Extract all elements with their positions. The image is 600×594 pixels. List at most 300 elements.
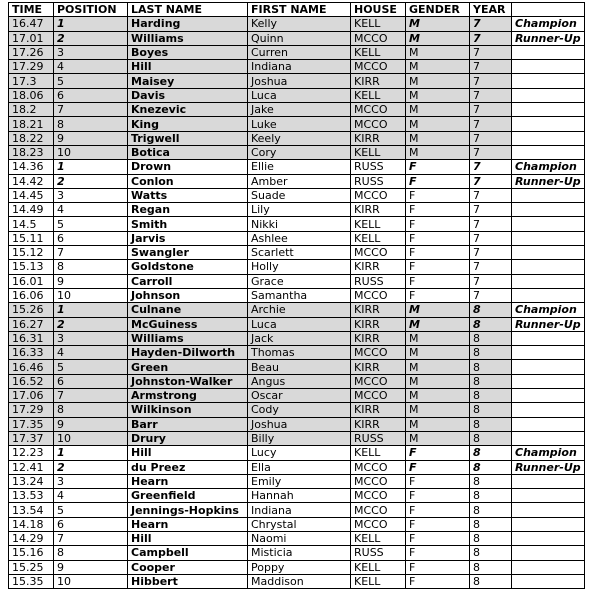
- cell-gender: F: [406, 474, 470, 488]
- cell-gender: M: [406, 74, 470, 88]
- cell-first-name: Lucy: [248, 446, 351, 460]
- cell-year: 8: [470, 531, 512, 545]
- cell-time: 17.06: [9, 389, 54, 403]
- cell-position: 9: [54, 417, 128, 431]
- cell-house: MCCO: [351, 103, 406, 117]
- cell-time: 18.2: [9, 103, 54, 117]
- cell-award: [512, 331, 585, 345]
- results-sheet: [8, 2, 585, 589]
- cell-last-name: Culnane: [128, 303, 248, 317]
- header-row: [9, 3, 585, 17]
- table-row: [9, 60, 585, 74]
- cell-award: Runner-Up: [512, 31, 585, 45]
- cell-year: 7: [470, 217, 512, 231]
- cell-house: KIRR: [351, 317, 406, 331]
- cell-award: [512, 288, 585, 302]
- cell-house: RUSS: [351, 274, 406, 288]
- cell-time: 13.53: [9, 489, 54, 503]
- table-row: [9, 117, 585, 131]
- cell-last-name: Davis: [128, 88, 248, 102]
- cell-last-name: King: [128, 117, 248, 131]
- cell-year: 7: [470, 60, 512, 74]
- cell-year: 7: [470, 45, 512, 59]
- cell-first-name: Cory: [248, 145, 351, 159]
- cell-time: 14.18: [9, 517, 54, 531]
- cell-year: 8: [470, 303, 512, 317]
- cell-time: 14.42: [9, 174, 54, 188]
- cell-time: 13.54: [9, 503, 54, 517]
- cell-house: KELL: [351, 574, 406, 588]
- cell-time: 15.12: [9, 246, 54, 260]
- cell-award: [512, 403, 585, 417]
- cell-house: KIRR: [351, 403, 406, 417]
- cell-house: KELL: [351, 446, 406, 460]
- cell-house: MCCO: [351, 389, 406, 403]
- cell-gender: M: [406, 303, 470, 317]
- cell-last-name: Jarvis: [128, 231, 248, 245]
- table-row: [9, 474, 585, 488]
- cell-position: 6: [54, 517, 128, 531]
- cell-house: MCCO: [351, 288, 406, 302]
- cell-gender: M: [406, 331, 470, 345]
- cell-position: 3: [54, 45, 128, 59]
- cell-year: 8: [470, 503, 512, 517]
- cell-year: 8: [470, 474, 512, 488]
- cell-gender: F: [406, 460, 470, 474]
- cell-position: 7: [54, 246, 128, 260]
- cell-time: 15.26: [9, 303, 54, 317]
- cell-year: 8: [470, 331, 512, 345]
- cell-gender: F: [406, 446, 470, 460]
- cell-last-name: Carroll: [128, 274, 248, 288]
- cell-gender: M: [406, 317, 470, 331]
- cell-gender: M: [406, 117, 470, 131]
- cell-time: 16.06: [9, 288, 54, 302]
- cell-time: 15.16: [9, 546, 54, 560]
- cell-position: 9: [54, 131, 128, 145]
- cell-year: 8: [470, 446, 512, 460]
- cell-last-name: Watts: [128, 188, 248, 202]
- table-row: [9, 231, 585, 245]
- cell-gender: M: [406, 360, 470, 374]
- cell-position: 4: [54, 489, 128, 503]
- header-year: YEAR: [470, 3, 512, 17]
- cell-gender: M: [406, 374, 470, 388]
- cell-time: 13.24: [9, 474, 54, 488]
- cell-award: [512, 217, 585, 231]
- cell-first-name: Grace: [248, 274, 351, 288]
- cell-last-name: Boyes: [128, 45, 248, 59]
- cell-award: [512, 417, 585, 431]
- cell-position: 7: [54, 389, 128, 403]
- cell-first-name: Joshua: [248, 417, 351, 431]
- cell-first-name: Hannah: [248, 489, 351, 503]
- cell-first-name: Curren: [248, 45, 351, 59]
- header-gender: GENDER: [406, 3, 470, 17]
- cell-house: RUSS: [351, 160, 406, 174]
- table-row: [9, 160, 585, 174]
- cell-last-name: Greenfield: [128, 489, 248, 503]
- cell-award: [512, 60, 585, 74]
- cell-first-name: Kelly: [248, 17, 351, 31]
- cell-time: 16.31: [9, 331, 54, 345]
- table-row: [9, 260, 585, 274]
- cell-first-name: Archie: [248, 303, 351, 317]
- cell-award: Runner-Up: [512, 317, 585, 331]
- cell-gender: F: [406, 160, 470, 174]
- cell-last-name: Jennings-Hopkins: [128, 503, 248, 517]
- cell-position: 8: [54, 403, 128, 417]
- cell-first-name: Amber: [248, 174, 351, 188]
- cell-first-name: Jake: [248, 103, 351, 117]
- cell-time: 14.36: [9, 160, 54, 174]
- cell-first-name: Naomi: [248, 531, 351, 545]
- cell-position: 2: [54, 31, 128, 45]
- cell-gender: F: [406, 489, 470, 503]
- cell-year: 8: [470, 517, 512, 531]
- cell-position: 3: [54, 188, 128, 202]
- cell-house: KIRR: [351, 360, 406, 374]
- cell-gender: M: [406, 389, 470, 403]
- cell-award: [512, 145, 585, 159]
- cell-last-name: Regan: [128, 203, 248, 217]
- cell-gender: F: [406, 260, 470, 274]
- cell-position: 6: [54, 231, 128, 245]
- header-first-name: FIRST NAME: [248, 3, 351, 17]
- cell-award: Champion: [512, 303, 585, 317]
- cell-last-name: Barr: [128, 417, 248, 431]
- cell-position: 5: [54, 503, 128, 517]
- cell-time: 18.21: [9, 117, 54, 131]
- cell-award: [512, 103, 585, 117]
- cell-first-name: Keely: [248, 131, 351, 145]
- cell-last-name: Drury: [128, 431, 248, 445]
- cell-last-name: Cooper: [128, 560, 248, 574]
- cell-award: Champion: [512, 160, 585, 174]
- cell-gender: F: [406, 231, 470, 245]
- cell-first-name: Beau: [248, 360, 351, 374]
- cell-time: 15.13: [9, 260, 54, 274]
- cell-time: 12.41: [9, 460, 54, 474]
- table-row: [9, 188, 585, 202]
- cell-year: 7: [470, 17, 512, 31]
- cell-last-name: Conlon: [128, 174, 248, 188]
- cell-last-name: Harding: [128, 17, 248, 31]
- table-row: [9, 145, 585, 159]
- cell-time: 16.33: [9, 346, 54, 360]
- table-row: [9, 446, 585, 460]
- cell-award: [512, 131, 585, 145]
- cell-time: 14.49: [9, 203, 54, 217]
- cell-gender: F: [406, 274, 470, 288]
- cell-house: KIRR: [351, 331, 406, 345]
- cell-year: 7: [470, 246, 512, 260]
- cell-last-name: Hill: [128, 531, 248, 545]
- cell-position: 9: [54, 560, 128, 574]
- cell-first-name: Ashlee: [248, 231, 351, 245]
- table-row: [9, 489, 585, 503]
- cell-award: [512, 517, 585, 531]
- cell-first-name: Suade: [248, 188, 351, 202]
- cell-house: MCCO: [351, 474, 406, 488]
- cell-gender: F: [406, 531, 470, 545]
- cell-position: 4: [54, 346, 128, 360]
- cell-gender: M: [406, 31, 470, 45]
- cell-position: 3: [54, 474, 128, 488]
- cell-gender: M: [406, 45, 470, 59]
- cell-award: Runner-Up: [512, 174, 585, 188]
- cell-house: RUSS: [351, 431, 406, 445]
- table-row: [9, 346, 585, 360]
- table-row: [9, 560, 585, 574]
- cell-year: 7: [470, 103, 512, 117]
- cell-gender: M: [406, 145, 470, 159]
- cell-first-name: Ellie: [248, 160, 351, 174]
- cell-gender: M: [406, 88, 470, 102]
- cell-year: 7: [470, 160, 512, 174]
- table-row: [9, 331, 585, 345]
- cell-award: [512, 74, 585, 88]
- cell-house: MCCO: [351, 31, 406, 45]
- cell-first-name: Billy: [248, 431, 351, 445]
- cell-time: 16.27: [9, 317, 54, 331]
- table-row: [9, 431, 585, 445]
- cell-gender: F: [406, 174, 470, 188]
- cell-last-name: Botica: [128, 145, 248, 159]
- cell-first-name: Indiana: [248, 60, 351, 74]
- cell-house: KELL: [351, 17, 406, 31]
- table-row: [9, 246, 585, 260]
- cell-last-name: Williams: [128, 31, 248, 45]
- results-table: [8, 2, 585, 589]
- cell-gender: M: [406, 60, 470, 74]
- cell-first-name: Thomas: [248, 346, 351, 360]
- cell-first-name: Chrystal: [248, 517, 351, 531]
- cell-time: 14.45: [9, 188, 54, 202]
- cell-last-name: Williams: [128, 331, 248, 345]
- cell-position: 8: [54, 546, 128, 560]
- cell-first-name: Scarlett: [248, 246, 351, 260]
- cell-time: 17.37: [9, 431, 54, 445]
- cell-position: 2: [54, 317, 128, 331]
- table-row: [9, 317, 585, 331]
- cell-first-name: Quinn: [248, 31, 351, 45]
- cell-position: 1: [54, 17, 128, 31]
- cell-time: 17.26: [9, 45, 54, 59]
- table-row: [9, 403, 585, 417]
- cell-time: 17.29: [9, 403, 54, 417]
- cell-house: MCCO: [351, 374, 406, 388]
- cell-gender: M: [406, 131, 470, 145]
- cell-award: [512, 389, 585, 403]
- cell-time: 15.35: [9, 574, 54, 588]
- cell-year: 8: [470, 389, 512, 403]
- cell-house: MCCO: [351, 60, 406, 74]
- cell-gender: F: [406, 560, 470, 574]
- header-position: POSITION: [54, 3, 128, 17]
- cell-house: MCCO: [351, 188, 406, 202]
- cell-last-name: Swangler: [128, 246, 248, 260]
- cell-award: [512, 246, 585, 260]
- cell-house: KIRR: [351, 417, 406, 431]
- cell-position: 1: [54, 303, 128, 317]
- cell-year: 7: [470, 274, 512, 288]
- cell-award: [512, 531, 585, 545]
- cell-award: [512, 117, 585, 131]
- cell-first-name: Cody: [248, 403, 351, 417]
- cell-time: 17.29: [9, 60, 54, 74]
- cell-house: MCCO: [351, 346, 406, 360]
- table-row: [9, 360, 585, 374]
- cell-last-name: Hayden-Dilworth: [128, 346, 248, 360]
- cell-gender: M: [406, 403, 470, 417]
- table-row: [9, 389, 585, 403]
- cell-last-name: Hill: [128, 446, 248, 460]
- cell-house: MCCO: [351, 117, 406, 131]
- cell-last-name: Wilkinson: [128, 403, 248, 417]
- cell-first-name: Misticia: [248, 546, 351, 560]
- cell-first-name: Poppy: [248, 560, 351, 574]
- cell-house: KIRR: [351, 303, 406, 317]
- cell-house: KELL: [351, 145, 406, 159]
- table-row: [9, 531, 585, 545]
- cell-position: 2: [54, 174, 128, 188]
- cell-house: KIRR: [351, 260, 406, 274]
- table-row: [9, 74, 585, 88]
- cell-house: MCCO: [351, 503, 406, 517]
- cell-position: 6: [54, 374, 128, 388]
- cell-position: 7: [54, 531, 128, 545]
- cell-time: 17.3: [9, 74, 54, 88]
- cell-time: 12.23: [9, 446, 54, 460]
- cell-year: 8: [470, 431, 512, 445]
- cell-last-name: Campbell: [128, 546, 248, 560]
- cell-position: 10: [54, 431, 128, 445]
- cell-house: KIRR: [351, 203, 406, 217]
- table-row: [9, 417, 585, 431]
- cell-gender: F: [406, 546, 470, 560]
- table-row: [9, 303, 585, 317]
- table-row: [9, 288, 585, 302]
- cell-last-name: Maisey: [128, 74, 248, 88]
- cell-gender: M: [406, 417, 470, 431]
- cell-house: KELL: [351, 560, 406, 574]
- table-row: [9, 174, 585, 188]
- cell-house: KELL: [351, 45, 406, 59]
- cell-award: [512, 546, 585, 560]
- cell-first-name: Lily: [248, 203, 351, 217]
- cell-award: Champion: [512, 17, 585, 31]
- cell-time: 17.35: [9, 417, 54, 431]
- table-row: [9, 574, 585, 588]
- cell-first-name: Emily: [248, 474, 351, 488]
- cell-last-name: Knezevic: [128, 103, 248, 117]
- cell-award: [512, 188, 585, 202]
- cell-year: 7: [470, 145, 512, 159]
- header-house: HOUSE: [351, 3, 406, 17]
- cell-position: 6: [54, 88, 128, 102]
- cell-gender: F: [406, 188, 470, 202]
- cell-position: 7: [54, 103, 128, 117]
- cell-award: [512, 374, 585, 388]
- cell-award: [512, 474, 585, 488]
- cell-time: 14.29: [9, 531, 54, 545]
- cell-year: 8: [470, 560, 512, 574]
- cell-year: 7: [470, 74, 512, 88]
- cell-house: KIRR: [351, 131, 406, 145]
- cell-year: 8: [470, 403, 512, 417]
- cell-position: 8: [54, 117, 128, 131]
- cell-award: [512, 503, 585, 517]
- cell-position: 5: [54, 360, 128, 374]
- cell-time: 17.01: [9, 31, 54, 45]
- cell-year: 7: [470, 31, 512, 45]
- header-time: TIME: [9, 3, 54, 17]
- cell-year: 8: [470, 546, 512, 560]
- cell-house: MCCO: [351, 460, 406, 474]
- cell-award: [512, 489, 585, 503]
- cell-award: Runner-Up: [512, 460, 585, 474]
- cell-year: 7: [470, 131, 512, 145]
- cell-position: 5: [54, 217, 128, 231]
- cell-first-name: Ella: [248, 460, 351, 474]
- cell-position: 9: [54, 274, 128, 288]
- table-row: [9, 517, 585, 531]
- table-row: [9, 31, 585, 45]
- table-row: [9, 546, 585, 560]
- header-last-name: LAST NAME: [128, 3, 248, 17]
- cell-position: 10: [54, 145, 128, 159]
- table-row: [9, 131, 585, 145]
- cell-first-name: Holly: [248, 260, 351, 274]
- cell-time: 18.22: [9, 131, 54, 145]
- cell-first-name: Angus: [248, 374, 351, 388]
- cell-gender: M: [406, 103, 470, 117]
- cell-gender: F: [406, 217, 470, 231]
- cell-year: 8: [470, 317, 512, 331]
- cell-first-name: Luca: [248, 88, 351, 102]
- cell-last-name: Hearn: [128, 517, 248, 531]
- cell-gender: M: [406, 431, 470, 445]
- cell-gender: F: [406, 246, 470, 260]
- table-row: [9, 274, 585, 288]
- table-row: [9, 217, 585, 231]
- table-row: [9, 503, 585, 517]
- cell-last-name: Trigwell: [128, 131, 248, 145]
- cell-house: MCCO: [351, 246, 406, 260]
- table-row: [9, 374, 585, 388]
- cell-last-name: Green: [128, 360, 248, 374]
- cell-year: 8: [470, 346, 512, 360]
- cell-last-name: Hill: [128, 60, 248, 74]
- cell-position: 1: [54, 160, 128, 174]
- cell-year: 7: [470, 188, 512, 202]
- cell-time: 16.01: [9, 274, 54, 288]
- cell-award: [512, 360, 585, 374]
- cell-position: 1: [54, 446, 128, 460]
- cell-award: [512, 431, 585, 445]
- cell-year: 7: [470, 203, 512, 217]
- cell-position: 3: [54, 331, 128, 345]
- cell-house: MCCO: [351, 489, 406, 503]
- cell-last-name: Armstrong: [128, 389, 248, 403]
- cell-first-name: Indiana: [248, 503, 351, 517]
- cell-house: KELL: [351, 231, 406, 245]
- header-award: [512, 3, 585, 17]
- cell-year: 7: [470, 88, 512, 102]
- cell-last-name: Hearn: [128, 474, 248, 488]
- cell-award: [512, 574, 585, 588]
